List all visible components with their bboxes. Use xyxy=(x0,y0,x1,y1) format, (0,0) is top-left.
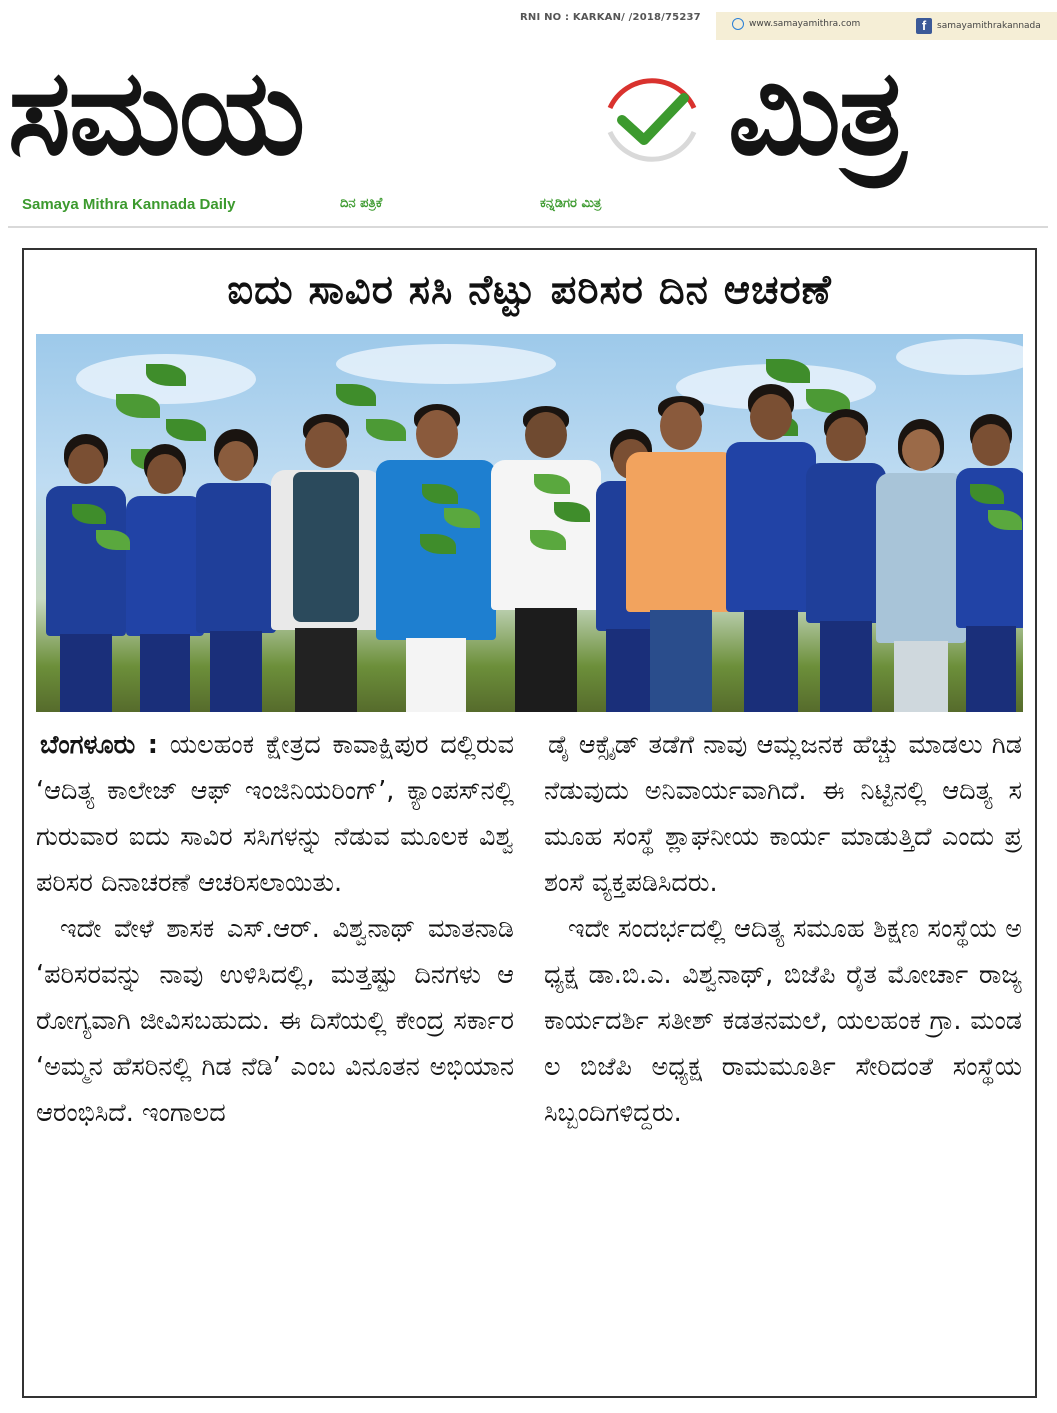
top-info-bar xyxy=(0,8,1057,44)
website-link[interactable] xyxy=(732,18,860,30)
facebook-link[interactable] xyxy=(916,18,1041,34)
dateline: ಬೆಂಗಳೂರು : xyxy=(40,730,158,760)
article-column-left xyxy=(36,722,514,1136)
website-text: www.samayamithra.com xyxy=(749,19,861,29)
article-paragraph: ಇದೇ ಸಂದರ್ಭದಲ್ಲಿ ಆದಿತ್ಯ ಸಮೂಹ ಶಿಕ್ಷಣ ಸಂಸ್ಥೆಯ ಅಧ್ಯಕ್ಷ ಡಾ.ಬಿ.ಎ. ವಿಶ್ವನಾಥ್, ಬಿಜೆಪಿ ರೈತ ಮೋರ್ಚಾ ರಾಜ್ಯ ಕಾರ್ಯದರ್ಶಿ ಸತೀಶ್ ಕಡತನಮಲೆ, ಯಲಹಂಕ ಗ್ರಾ. ಮಂಡಲ ಬಿಜೆಪಿ ಅಧ್ಯಕ್ಷ ರಾಮಮೂರ್ತಿ ಸೇರಿದಂತೆ ಸಂಸ್ಥೆಯ ಸಿಬ್ಬಂದಿಗಳಿದ್ದರು. xyxy=(544,914,1022,1128)
article-paragraph: ಡೈ ಆಕ್ಸೈಡ್ ತಡೆಗೆ ನಾವು ಆಮ್ಲಜನಕ ಹೆಚ್ಚು ಮಾಡಲು ಗಿಡ ನೆಡುವುದು ಅನಿವಾರ್ಯವಾಗಿದೆ. ಈ ನಿಟ್ಟಿನಲ್ಲಿ ಆದಿತ್ಯ ಸಮೂಹ ಸಂಸ್ಥೆ ಶ್ಲಾಘನೀಯ ಕಾರ್ಯ ಮಾಡುತ್ತಿದೆ ಎಂದು ಪ್ರಶಂಸೆ ವ್ಯಕ್ತಪಡಿಸಿದರು. xyxy=(544,730,1022,898)
facebook-icon: f xyxy=(916,18,932,34)
article-column-right xyxy=(544,722,1022,1136)
title-word-samaya: ಸಮಯ xyxy=(8,43,304,181)
web-links-box xyxy=(716,12,1057,40)
article-photo xyxy=(36,334,1023,712)
tagline-kannada-friend: ಕನ್ನಡಿಗರ ಮಿತ್ರ xyxy=(540,196,602,211)
title-word-mithra: ಮಿತ್ರ xyxy=(728,43,905,181)
tagline-kannada-daily: ದಿನ ಪತ್ರಿಕೆ xyxy=(340,196,383,211)
tagline-english: Samaya Mithra Kannada Daily xyxy=(22,196,236,213)
facebook-text: samayamithrakannada xyxy=(937,21,1041,31)
article-body xyxy=(36,722,1023,1382)
rni-number: RNI NO : KARKAN/ /2018/75237 xyxy=(520,12,701,23)
article-paragraph: ಇದೇ ವೇಳೆ ಶಾಸಕ ಎಸ್.ಆರ್. ವಿಶ್ವನಾಥ್ ಮಾತನಾಡಿ ‘ಪರಿಸರವನ್ನು ನಾವು ಉಳಿಸಿದಲ್ಲಿ, ಮತ್ತಷ್ಟು ದಿನಗಳು ಆರೋಗ್ಯವಾಗಿ ಜೀವಿಸಬಹುದು. ಈ ದಿಸೆಯಲ್ಲಿ ಕೇಂದ್ರ ಸರ್ಕಾರ ‘ಅಮ್ಮನ ಹೆಸರಿನಲ್ಲಿ ಗಿಡ ನೆಡಿ’ ಎಂಬ ವಿನೂತನ ಅಭಿಯಾನ ಆರಂಭಿಸಿದೆ. ಇಂಗಾಲದ xyxy=(36,914,514,1128)
masthead-taglines xyxy=(0,196,1057,220)
news-article xyxy=(22,248,1037,1398)
article-headline: ಐದು ಸಾವಿರ ಸಸಿ ನೆಟ್ಟು ಪರಿಸರ ದಿನ ಆಚರಣೆ xyxy=(227,267,832,313)
globe-icon xyxy=(732,18,744,30)
article-paragraph xyxy=(36,722,514,906)
paragraph-text: ಯಲಹಂಕ ಕ್ಷೇತ್ರದ ಕಾವಾಕ್ಷಿಪುರ ದಲ್ಲಿರುವ ‘ಆದಿತ್ಯ ಕಾಲೇಜ್ ಆಫ್ ಇಂಜಿನಿಯರಿಂಗ್’, ಕ್ಯಾಂಪಸ್‌ನಲ್ಲಿ ಗುರುವಾರ ಐದು ಸಾವಿರ ಸಸಿಗಳನ್ನು ನೆಡುವ ಮೂಲಕ ವಿಶ್ವ ಪರಿಸರ ದಿನಾಚರಣೆ ಆಚರಿಸಲಾಯಿತು. xyxy=(36,730,514,898)
checkmark-logo-icon xyxy=(600,68,704,172)
masthead-divider xyxy=(8,226,1048,228)
masthead xyxy=(0,40,1057,190)
